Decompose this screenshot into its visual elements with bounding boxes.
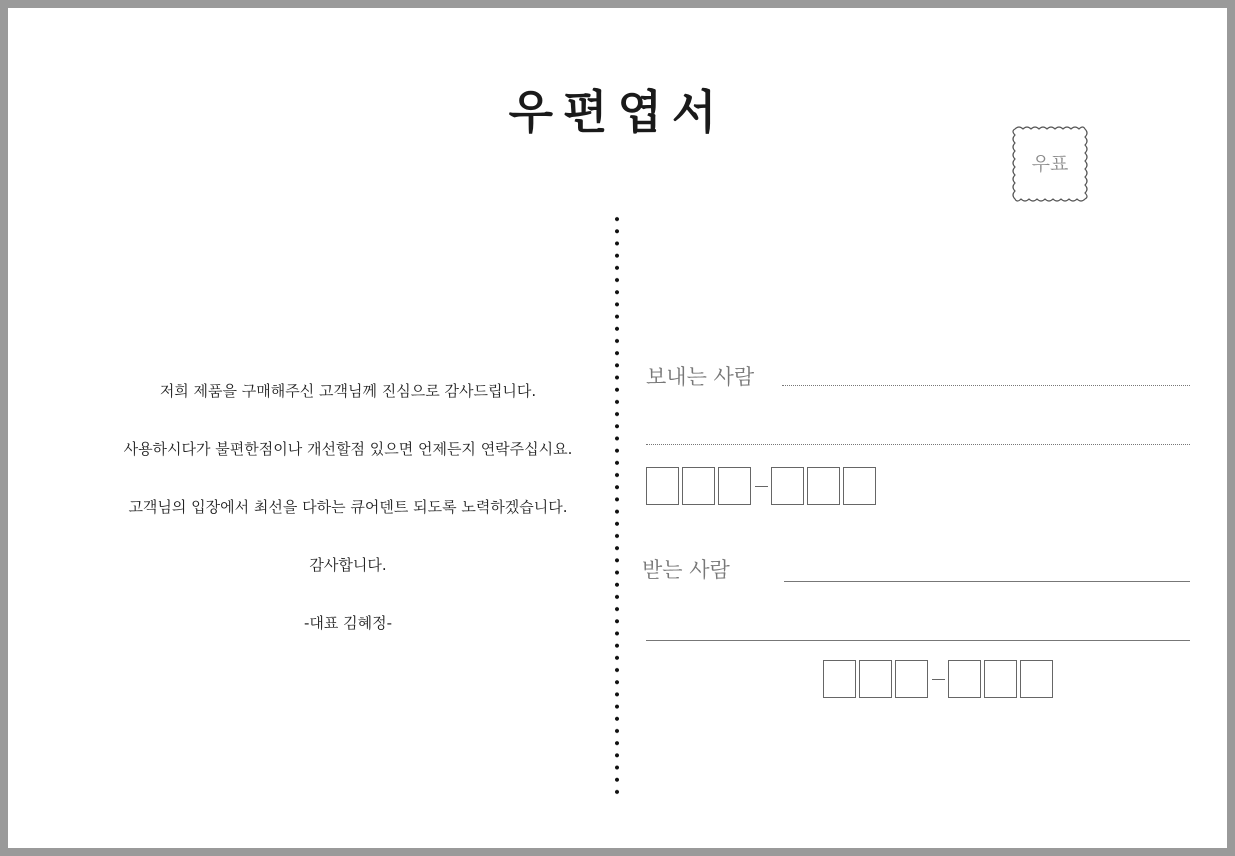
sender-label: 보내는 사람 — [646, 365, 755, 389]
recipient-address-line-1[interactable] — [784, 581, 1190, 582]
message-line: 사용하시다가 불편한점이나 개선할점 있으면 언제든지 연락주십시요. — [123, 440, 573, 458]
recipient-postal-code — [823, 660, 1056, 698]
postal-digit-box[interactable] — [984, 660, 1017, 698]
postal-dash — [755, 486, 768, 487]
postal-dash — [932, 679, 945, 680]
sender-address-line-1[interactable] — [782, 385, 1190, 386]
postal-digit-box[interactable] — [859, 660, 892, 698]
postal-digit-box[interactable] — [948, 660, 981, 698]
recipient-address-line-2[interactable] — [646, 640, 1190, 641]
stamp-label: 우표 — [1031, 153, 1069, 175]
message-block — [68, 376, 628, 666]
sender-postal-code — [646, 467, 879, 505]
message-line: 고객님의 입장에서 최선을 다하는 큐어덴트 되도록 노력하겠습니다. — [128, 498, 568, 516]
postal-digit-box[interactable] — [771, 467, 804, 505]
postal-digit-box[interactable] — [823, 660, 856, 698]
message-line: 감사합니다. — [309, 556, 387, 574]
postal-digit-box[interactable] — [1020, 660, 1053, 698]
postal-digit-box[interactable] — [718, 467, 751, 505]
postcard — [8, 8, 1227, 848]
stamp-box — [1011, 125, 1089, 203]
postal-digit-box[interactable] — [646, 467, 679, 505]
message-line: 저희 제품을 구매해주신 고객님께 진심으로 감사드립니다. — [159, 382, 537, 400]
postal-digit-box[interactable] — [807, 467, 840, 505]
postal-digit-box[interactable] — [843, 467, 876, 505]
recipient-label: 받는 사람 — [642, 558, 730, 582]
postcard-title: 우편엽서 — [508, 85, 727, 139]
message-signature: -대표 김혜정- — [303, 614, 393, 632]
sender-address-line-2[interactable] — [646, 444, 1190, 445]
postal-digit-box[interactable] — [682, 467, 715, 505]
postal-digit-box[interactable] — [895, 660, 928, 698]
